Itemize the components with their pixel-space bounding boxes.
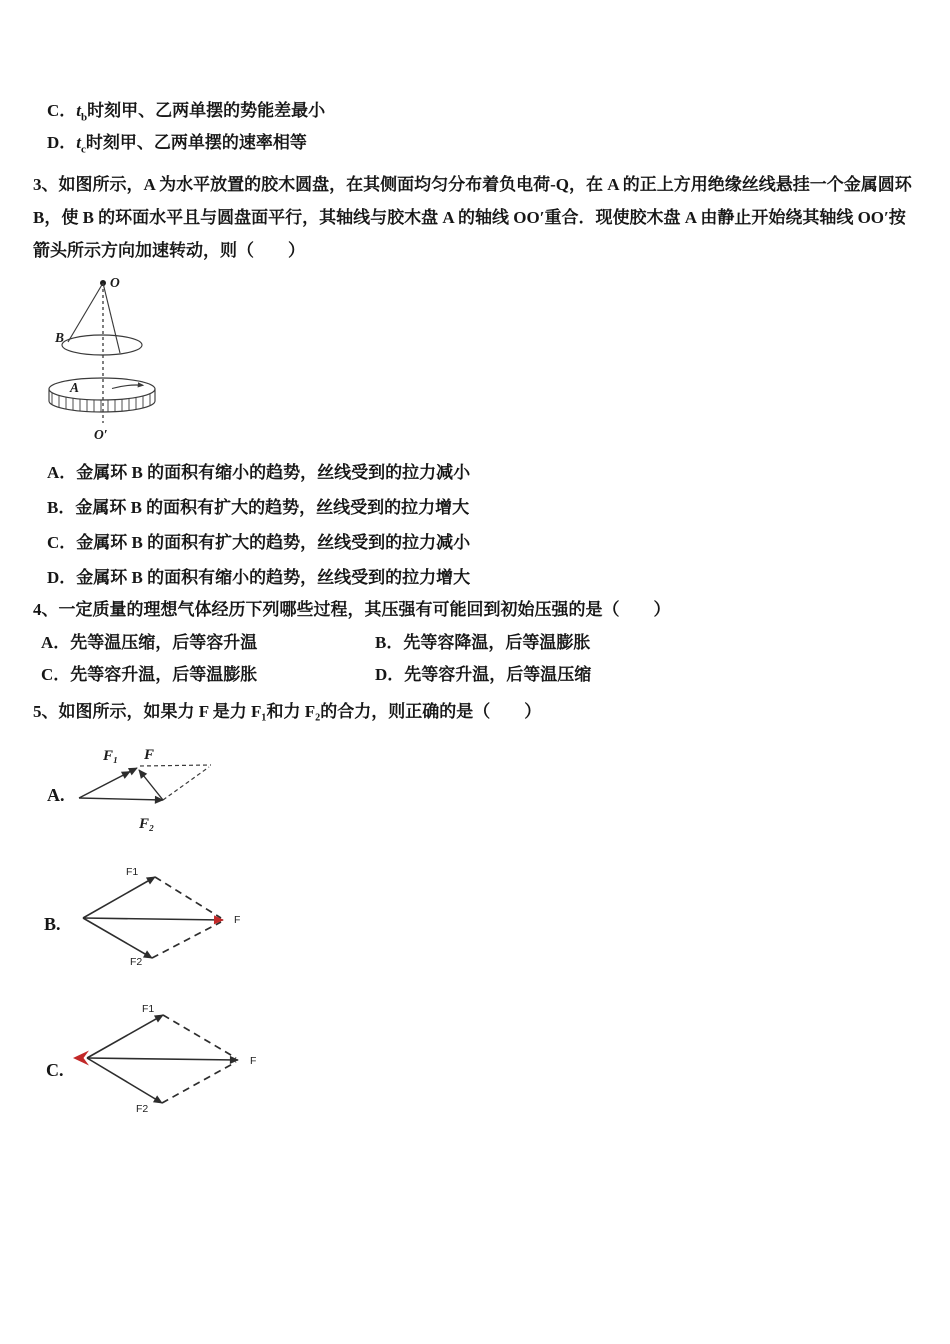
- force-f1-arrow: [83, 877, 155, 918]
- q5-figure-a: [65, 740, 225, 840]
- f2-label: F₂: [139, 816, 155, 832]
- option-letter: D．: [47, 133, 77, 152]
- q3-stem-line-3: 箭头所示方向加速转动，则（ ）: [33, 241, 305, 260]
- q4-option-c: C．先等容升温，后等温膨胀: [41, 665, 258, 684]
- f-label: F: [250, 1055, 257, 1067]
- force-f-resultant-arrow: [83, 918, 223, 920]
- force-f2-arrow: [79, 798, 163, 800]
- axis-bottom-label: O′: [94, 427, 108, 442]
- q4-stem: 4、一定质量的理想气体经历下列哪些过程，其压强有可能回到初始压强的是（ ）: [33, 600, 671, 619]
- parallelogram-dash-bottom: [152, 922, 221, 958]
- parallelogram-dash-top: [155, 877, 221, 918]
- apex-label: O: [110, 275, 120, 290]
- left-string-line: [68, 283, 103, 342]
- q5-stem: 5、如图所示，如果力 F 是力 F₁和力 F₂的合力，则正确的是（ ）: [33, 702, 542, 721]
- force-f-line: [87, 1058, 238, 1060]
- parallelogram-dash-bottom: [162, 1062, 236, 1103]
- metal-ring-ellipse: [62, 335, 142, 355]
- ring-label: B: [55, 330, 65, 345]
- f2-label: F2: [136, 1103, 149, 1115]
- option-text: 时刻甲、乙两单摆的势能差最小: [87, 101, 326, 120]
- q4-option-d: D．先等容升温，后等温压缩: [375, 665, 592, 684]
- rotation-arrow: [112, 385, 143, 388]
- force-f1-arrow: [87, 1015, 163, 1058]
- variable-subscript: b: [81, 111, 88, 124]
- variable-t: t: [76, 101, 82, 120]
- q3-option-b: B．金属环 B 的面积有扩大的趋势，丝线受到的拉力增大: [47, 498, 470, 517]
- prev-option-c: [47, 99, 325, 129]
- force-f2-arrow: [83, 918, 152, 958]
- f-label: F: [234, 914, 241, 926]
- q3-stem-line-1: 3、如图所示，A 为水平放置的胶木圆盘，在其侧面均匀分布着负电荷-Q，在 A 的正上方用绝缘丝线悬挂一个金属圆环: [33, 175, 912, 194]
- f1-label: F1: [126, 866, 139, 878]
- q5-figure-b-letter: B.: [44, 914, 61, 934]
- option-text: 时刻甲、乙两单摆的速率相等: [85, 133, 307, 152]
- right-string-line: [103, 283, 120, 353]
- f1-label: F1: [142, 1003, 155, 1015]
- q5-figure-a-letter: A.: [47, 785, 65, 805]
- q4-option-a: A．先等温压缩，后等容升温: [41, 633, 258, 652]
- f-label: F: [144, 747, 155, 763]
- f2-label: F2: [130, 956, 143, 968]
- q5-figure-c-letter: C.: [46, 1060, 64, 1080]
- disk-top-ellipse: [49, 378, 155, 400]
- variable-subscript: c: [81, 143, 86, 156]
- parallelogram-dash-right: [163, 767, 209, 800]
- variable-t: t: [76, 133, 82, 152]
- q3-stem-line-2: B，使 B 的环面水平且与圆盘面平行，其轴线与胶木盘 A 的轴线 OO′重合．现使胶木盘 A 由静止开始绕其轴线 OO′按: [33, 208, 906, 227]
- parallelogram-dash-top: [163, 1015, 236, 1058]
- option-letter: C．: [47, 101, 77, 120]
- q3-option-a: A．金属环 B 的面积有缩小的趋势，丝线受到的拉力减小: [47, 463, 471, 482]
- force-f1-second-chevron: [124, 772, 130, 775]
- f1-label: F₁: [103, 748, 119, 764]
- prev-option-d: [47, 131, 307, 161]
- q3-cone-disk-figure: [40, 268, 180, 453]
- q3-option-c: C．金属环 B 的面积有扩大的趋势，丝线受到的拉力减小: [47, 533, 471, 552]
- force-f-arrow: [139, 770, 163, 800]
- q4-option-b: B．先等容降温，后等温膨胀: [375, 633, 591, 652]
- force-f2-arrow: [87, 1058, 162, 1103]
- red-reversed-arrowhead-icon: [73, 1051, 89, 1066]
- q5-figure-c: [60, 995, 270, 1120]
- parallelogram-dash-top: [140, 765, 211, 766]
- q3-option-d: D．金属环 B 的面积有缩小的趋势，丝线受到的拉力增大: [47, 568, 471, 587]
- disk-label: A: [70, 380, 80, 395]
- q5-figure-b: [60, 860, 260, 975]
